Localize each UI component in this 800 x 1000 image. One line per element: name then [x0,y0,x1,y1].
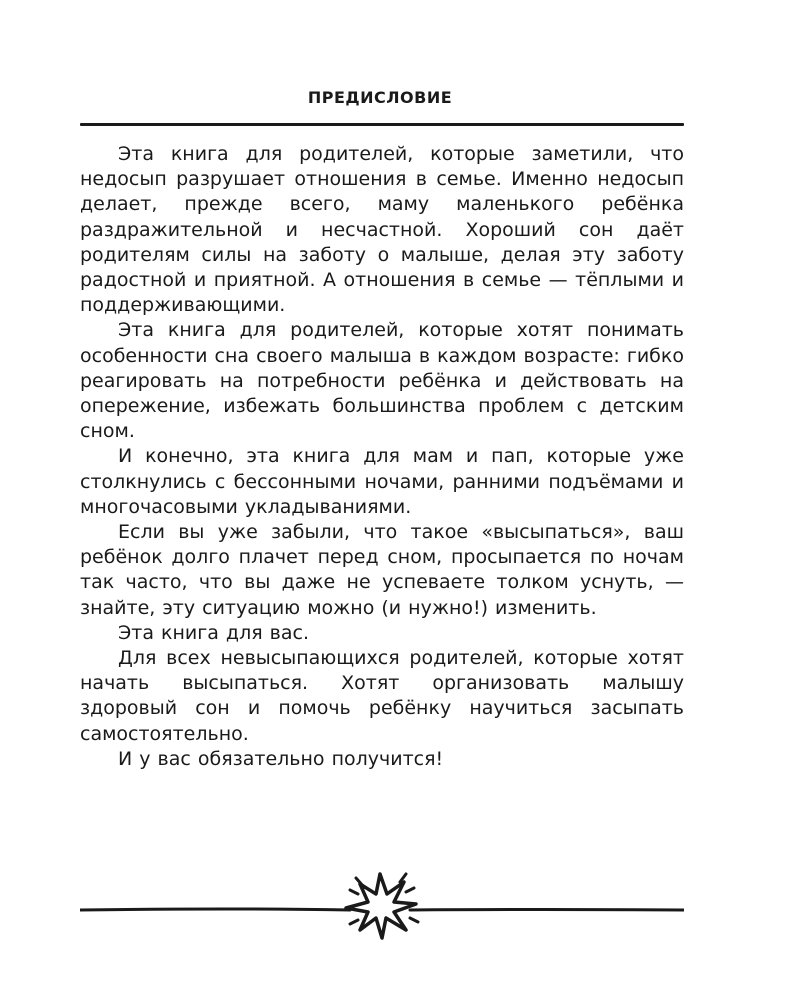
paragraph-2: Эта книга для родителей, которые хотят понимать особенности сна своего малыша в каждом возрасте: гибко реагировать на потребности ребёнка и действовать на опережение, избежать большинства проблем с детским сном. [80,319,684,443]
header-divider [80,123,684,126]
footer-divider [80,909,350,910]
page-title: ПРЕДИСЛОВИЕ [307,88,453,107]
preface-text [80,142,684,772]
paragraph-1: Эта книга для родителей, которые заметили, что недосып разрушает отношения в семье. Именно недосып делает, прежде всего, маму маленького ребёнка раздражительной и несчастной. Хороший сон даёт родителям силы на заботу о малыше, делая эту заботу радостной и приятной. А отношения в семье — тёплыми и поддерживающими. [80,143,684,317]
footer-divider-right [410,910,684,911]
paragraph-3: И конечно, эта книга для мам и пап, которые уже столкнулись с бессонными ночами, ранними подъёмами и многочасовыми укладываниями. [80,445,684,518]
paragraph-6: Для всех невысыпающихся родителей, которые хотят начать высыпаться. Хотят организовать малышу здоровый сон и помочь ребёнку научиться засыпать самостоятельно. [80,647,684,745]
footer-ornament [80,860,684,940]
paragraph-5: Эта книга для вас. [118,621,310,644]
starburst-icon [346,874,418,938]
paragraph-4: Если вы уже забыли, что такое «высыпаться», ваш ребёнок долго плачет перед сном, просыпается по ночам так часто, что вы даже не успеваете толком уснуть, — знайте, эту ситуацию можно (и нужно!) изменить. [80,521,684,619]
paragraph-7: И у вас обязательно получится! [118,747,444,770]
